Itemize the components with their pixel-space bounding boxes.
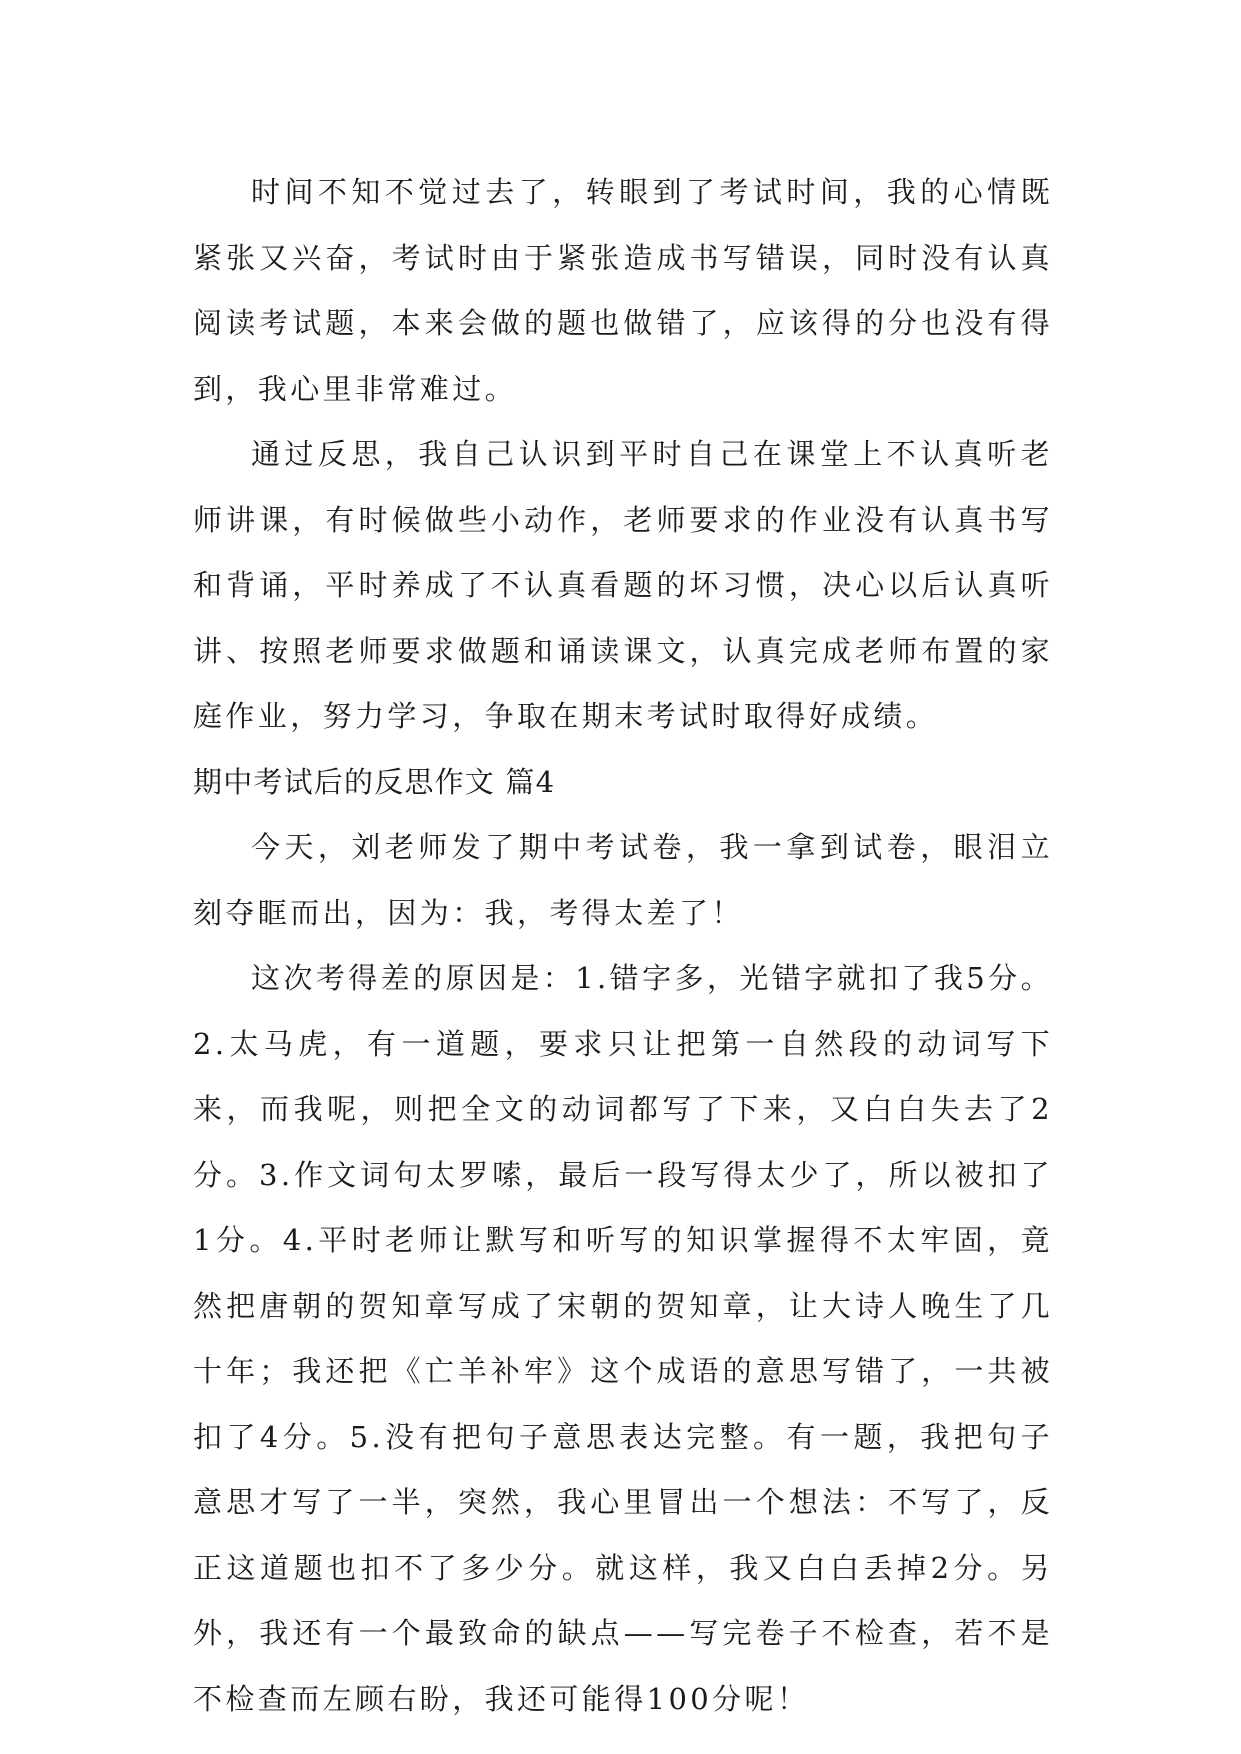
paragraph-exam-time: 时间不知不觉过去了，转眼到了考试时间，我的心情既紧张又兴奋，考试时由于紧张造成书写错误，同时没有认真阅读考试题，本来会做的题也做错了，应该得的分也没有得到，我心里非常难过。 bbox=[193, 175, 1053, 406]
paragraph-reflection: 通过反思，我自己认识到平时自己在课堂上不认真听老师讲课，有时候做些小动作，老师要求的作业没有认真书写和背诵，平时养成了不认真看题的坏习惯，决心以后认真听讲、按照老师要求做题和诵读课文，认真完成老师布置的家庭作业，努力学习，争取在期末考试时取得好成绩。 bbox=[193, 437, 1053, 733]
paragraph-reasons: 这次考得差的原因是：1.错字多，光错字就扣了我5分。2.太马虎，有一道题，要求只让把第一自然段的动词写下来，而我呢，则把全文的动词都写了下来，又白白失去了2分。3.作文词句太罗嗦，最后一段写得太少了，所以被扣了1分。4.平时老师让默写和听写的知识掌握得不太牢固，竟然把唐朝的贺知章写成了宋朝的贺知章，让大诗人晚生了几十年；我还把《亡羊补牢》这个成语的意思写错了，一共被扣了4分。5.没有把句子意思表达完整。有一题，我把句子意思才写了一半，突然，我心里冒出一个想法：不写了，反正这道题也扣不了多少分。就这样，我又白白丢掉2分。另外，我还有一个最致命的缺点——写完卷子不检查，若不是不检查而左顾右盼，我还可能得100分呢！ bbox=[193, 961, 1053, 1716]
section-heading: 期中考试后的反思作文 篇4 bbox=[193, 764, 556, 799]
document-body bbox=[193, 160, 1053, 1732]
paragraph-exam-result: 今天，刘老师发了期中考试卷，我一拿到试卷，眼泪立刻夺眶而出，因为：我，考得太差了！ bbox=[193, 830, 1053, 930]
